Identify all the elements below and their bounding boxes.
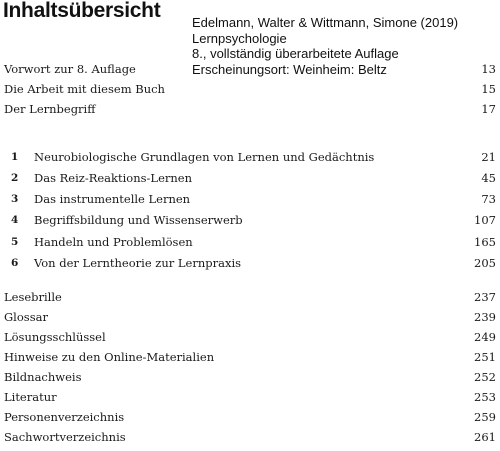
toc-entry-title: Literatur [4,390,57,404]
chapter-page: 165 [474,235,496,249]
toc-entry-title: Die Arbeit mit diesem Buch [4,82,165,96]
toc-entry-title: Lesebrille [4,290,62,304]
chapter-page: 107 [474,213,496,227]
chapter-number: 1 [11,151,19,163]
toc-entry-title: Bildnachweis [4,370,82,384]
toc-entry-page: 259 [474,410,496,424]
toc-entry-title: Glossar [4,310,48,324]
toc-entry-title: Personenverzeichnis [4,410,125,424]
citation-title: Lernpsychologie [192,30,287,46]
toc-entry-page: 251 [474,350,496,364]
chapter-page: 73 [481,192,496,206]
citation-block [192,15,458,77]
toc-entry-title: Vorwort zur 8. Auflage [4,62,136,76]
toc-entry-page: 249 [474,330,496,344]
toc-entry-page: 261 [474,430,496,444]
chapter-page: 45 [481,171,496,185]
page-title: Inhaltsübersicht [3,0,161,22]
chapter-number: 4 [11,214,19,226]
chapter-title: Das Reiz-Reaktions-Lernen [34,171,192,185]
toc-entry-title: Sachwortverzeichnis [4,430,126,444]
chapter-number: 2 [11,172,19,184]
toc-entry-page: 13 [481,62,496,76]
chapter-title: Begriffsbildung und Wissenserwerb [34,213,243,227]
chapter-title: Neurobiologische Grundlagen von Lernen und Gedächtnis [34,150,375,164]
citation-authors: Edelmann, Walter & Wittmann, Simone (2019) [192,15,459,30]
toc-entry-title: Hinweise zu den Online-Materialien [4,350,215,364]
chapter-page: 205 [474,256,496,270]
toc-entry-page: 17 [481,102,496,116]
toc-entry-page: 237 [474,290,496,304]
chapter-title: Das instrumentelle Lernen [34,192,191,206]
chapter-number: 3 [11,193,19,205]
toc-entry-page: 253 [474,390,496,404]
chapter-title: Von der Lerntheorie zur Lernpraxis [34,256,242,270]
chapter-number: 6 [11,257,19,269]
chapter-page: 21 [481,150,496,164]
chapter-number: 5 [11,236,19,248]
toc-entry-page: 15 [481,82,496,96]
toc-entry-title: Lösungsschlüssel [4,330,106,344]
chapter-title: Handeln und Problemlösen [34,235,193,249]
citation-edition: 8., vollständig überarbeitete Auflage [192,46,399,61]
toc-entry-page: 252 [474,370,496,384]
toc-entry-title: Der Lernbegriff [4,102,96,116]
citation-publisher: Erscheinungsort: Weinheim: Beltz [192,61,387,77]
toc-entry-page: 239 [474,310,496,324]
